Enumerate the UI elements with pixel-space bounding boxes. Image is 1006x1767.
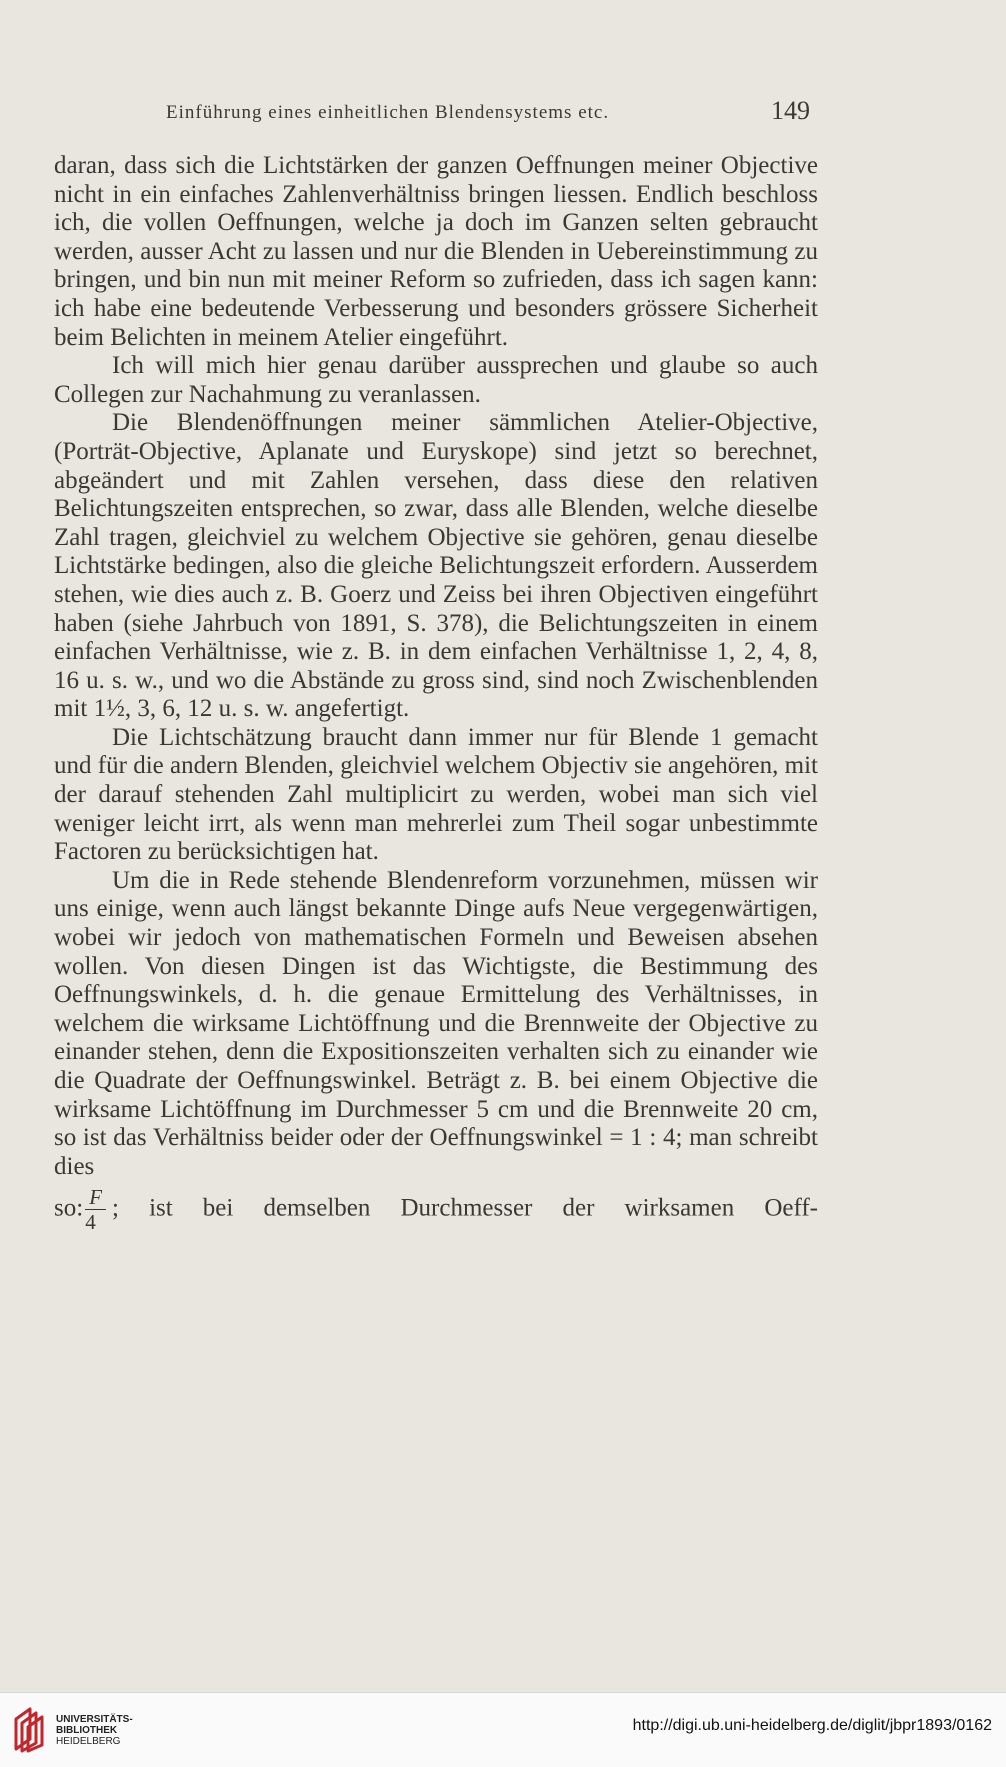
library-name-line-3: HEIDELBERG [56,1736,121,1747]
permalink-url[interactable]: http://digi.ub.uni-heidelberg.de/diglit/jbpr1893/0162 [632,1717,992,1734]
paragraph-3: Die Blendenöffnungen meiner sämmlichen Atelier-Objective, (Porträt-Objective, Aplanate und Euryskope) sind jetzt so berechnet, abgeändert und mit Zahlen versehen, dass diese den relativen Belichtungszeiten entsprechen, so zwar, dass alle Blenden, welche dieselbe Zahl tragen, gleichviel zu welchem Objective sie gehören, genau dieselbe Lichtstärke bedingen, also die gleiche Belichtungszeit erfordern. Ausserdem stehen, wie dies auch z. B. Goerz und Zeiss bei ihren Objectiven eingeführt haben (siehe Jahrbuch von 1891, S. 378), die Belichtungszeiten in einem einfachen Verhältnisse, wie z. B. in dem einfachen Verhältnisse 1, 2, 4, 8, 16 u. s. w., und wo die Abstände zu gross sind, sind noch Zwischenblenden mit 1½, 3, 6, 12 u. s. w. angefertigt. [54,409,818,723]
page-header [166,96,816,132]
library-name-line-1: UNIVERSITÄTS- [56,1714,133,1725]
paragraph-5: Um die in Rede stehende Blendenreform vorzunehmen, müssen wir uns einige, wenn auch längst bekannte Dinge aufs Neue vergegenwärtigen, wobei wir jedoch von mathematischen Formeln und Beweisen absehen wollen. Von diesen Dingen ist das Wichtigste, die Bestimmung des Oeffnungswinkels, d. h. die genaue Ermittelung des Verhältnisses, in welchem die wirksame Lichtöffnung und die Brennweite der Objective zu einander stehen, denn die Expositionszeiten verhalten sich zu einander wie die Quadrate der Oeffnungswinkel. Beträgt z. B. bei einem Objective die wirksame Lichtöffnung im Durchmesser 5 cm und die Brennweite 20 cm, so ist das Verhältniss beider oder der Oeffnungswinkel = 1 : 4; man schreibt dies [54,866,818,1180]
running-head: Einführung eines einheitlichen Blendensystems etc. [166,102,610,123]
last-line [54,1187,818,1233]
paragraph-4: Die Lichtschätzung braucht dann immer nur für Blende 1 gemacht und für die andern Blenden, gleichviel welchem Objectiv sie angehören, mit der darauf stehenden Zahl multiplicirt zu werden, wobei man sich viel weniger leicht irrt, als wenn man mehrerlei zum Theil sogar unbestimmte Factoren zu berücksichtigen hat. [54,723,818,866]
library-logo-icon[interactable] [12,1705,48,1753]
fraction-numerator: F [85,1187,106,1210]
paragraph-1: daran, dass sich die Lichtstärken der ganzen Oeffnungen meiner Objective nicht in ein einfaches Zahlenverhältniss bringen liessen. Endlich beschloss ich, die vollen Oeffnungen, welche ja doch im Ganzen selten gebraucht werden, ausser Acht zu lassen und nur die Blenden in Uebereinstimmung zu bringen, und bin nun mit meiner Reform so zufrieden, dass ich sagen kann: ich habe eine bedeutende Verbesserung und besonders grössere Sicherheit beim Belichten in meinem Atelier eingeführt. [54,152,818,351]
library-name[interactable] [56,1714,133,1747]
footer-bar [0,1692,1006,1767]
paragraph-2: Ich will mich hier genau darüber aussprechen und glaube so auch Collegen zur Nachahmung zu veranlassen. [54,352,818,408]
page-number: 149 [771,96,810,125]
fraction-denominator: 4 [85,1210,96,1235]
library-name-line-2: BIBLIOTHEK [56,1725,118,1736]
body-text [54,152,818,1233]
last-line-suffix: ; ist bei demselben Durchmesser der wirksamen Oeff- [112,1195,818,1223]
last-line-prefix: so: [54,1195,84,1223]
fraction [85,1187,106,1233]
